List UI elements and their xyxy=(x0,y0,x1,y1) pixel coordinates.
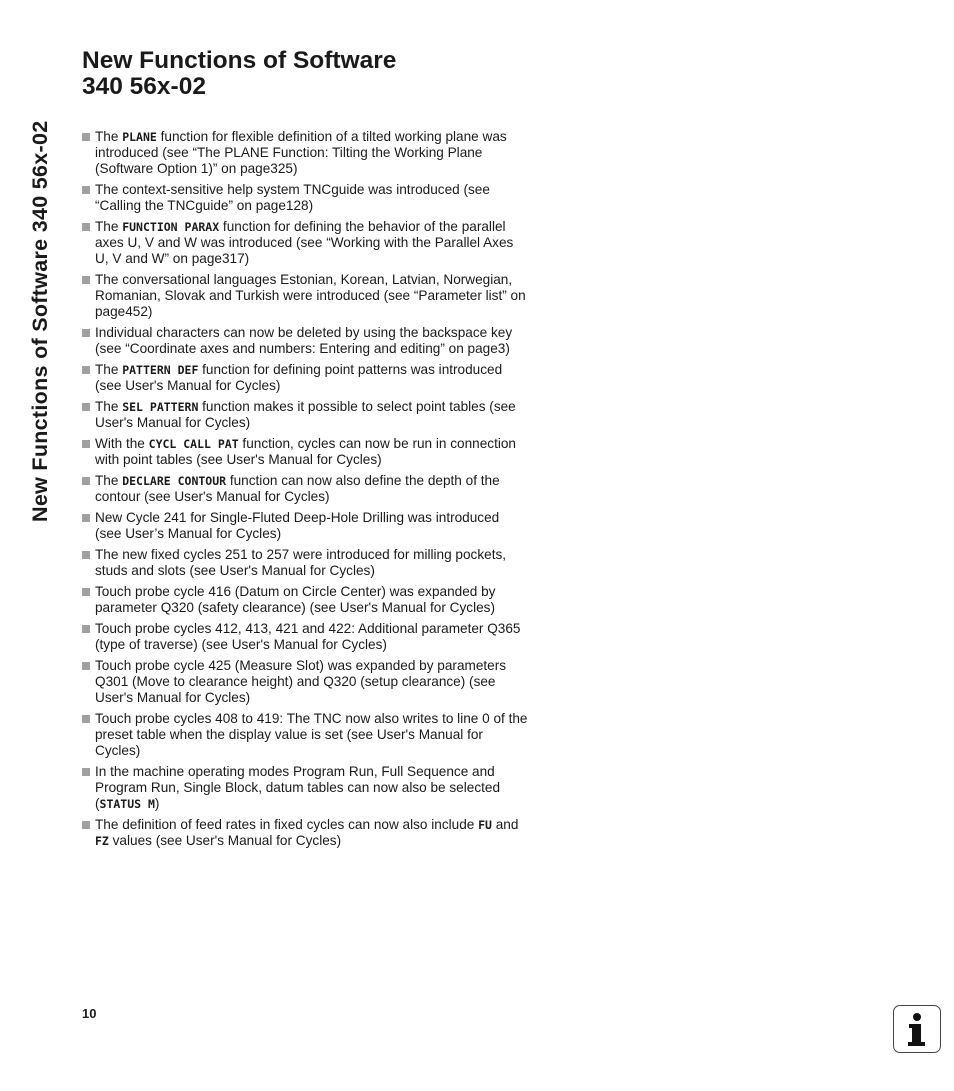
square-bullet-icon xyxy=(82,329,90,337)
item-text: function makes it possible to select point tables (see User's Manual for Cycles) xyxy=(95,399,516,430)
list-item xyxy=(82,658,528,706)
square-bullet-icon xyxy=(82,366,90,374)
square-bullet-icon xyxy=(82,223,90,231)
item-text: values (see User's Manual for Cycles) xyxy=(108,833,342,848)
item-text: The xyxy=(95,362,123,377)
item-text: With the xyxy=(95,436,149,451)
list-item xyxy=(82,362,528,394)
list-item xyxy=(82,817,528,849)
code-keyword: PLANE xyxy=(122,130,157,144)
square-bullet-icon xyxy=(82,403,90,411)
list-item xyxy=(82,547,528,579)
item-text: The definition of feed rates in fixed cycles can now also include xyxy=(95,817,479,832)
item-text: function, cycles can now be run in connection with point tables (see User's Manual for Cycles) xyxy=(95,436,516,467)
code-keyword: FU xyxy=(478,818,492,832)
square-bullet-icon xyxy=(82,821,90,829)
list-item xyxy=(82,129,528,177)
page-title-line1: New Functions of Software xyxy=(82,47,397,74)
page-title-line2: 340 56x-02 xyxy=(82,73,206,100)
new-functions-list xyxy=(82,129,528,854)
list-item xyxy=(82,711,528,759)
item-text: The xyxy=(95,473,123,488)
code-keyword: STATUS M xyxy=(99,797,155,811)
page-number: 10 xyxy=(82,1006,97,1021)
item-text: The conversational languages Estonian, Korean, Latvian, Norwegian, Romanian, Slovak and Turkish were introduced (see “Parameter list” on page452) xyxy=(95,272,526,319)
square-bullet-icon xyxy=(82,588,90,596)
list-item xyxy=(82,584,528,616)
list-item xyxy=(82,510,528,542)
item-text: ) xyxy=(154,796,160,811)
square-bullet-icon xyxy=(82,514,90,522)
page-title xyxy=(82,48,396,100)
code-keyword: DECLARE CONTOUR xyxy=(122,474,227,488)
item-text: Touch probe cycles 412, 413, 421 and 422: Additional parameter Q365 (type of traverse) (see User's Manual for Cycles) xyxy=(95,621,521,652)
item-text: The xyxy=(95,129,123,144)
code-keyword: CYCL CALL PAT xyxy=(148,437,239,451)
item-text: New Cycle 241 for Single-Fluted Deep-Hole Drilling was introduced (see User’s Manual for Cycles) xyxy=(95,510,500,541)
square-bullet-icon xyxy=(82,625,90,633)
code-keyword: SEL PATTERN xyxy=(122,400,199,414)
square-bullet-icon xyxy=(82,186,90,194)
item-text: Touch probe cycle 425 (Measure Slot) was expanded by parameters Q301 (Move to clearance height) and Q320 (setup clearance) (see User's Manual for Cycles) xyxy=(95,658,507,705)
item-text: The new fixed cycles 251 to 257 were introduced for milling pockets, studs and slots (see User's Manual for Cycles) xyxy=(95,547,507,578)
list-item xyxy=(82,436,528,468)
item-text: The xyxy=(95,399,123,414)
item-text: and xyxy=(491,817,519,832)
list-item xyxy=(82,473,528,505)
item-text: function for flexible definition of a tilted working plane was introduced (see “The PLANE Function: Tilting the Working Plane (Software Option 1)” on page325) xyxy=(95,129,507,176)
list-item xyxy=(82,621,528,653)
item-text: function for defining the behavior of the parallel axes U, V and W was introduced (see “Working with the Parallel Axes U, V and W” on page317) xyxy=(95,219,514,266)
list-item xyxy=(82,325,528,357)
square-bullet-icon xyxy=(82,133,90,141)
item-text: Touch probe cycles 408 to 419: The TNC now also writes to line 0 of the preset table when the display value is set (see User's Manual for Cycles) xyxy=(95,711,528,758)
square-bullet-icon xyxy=(82,662,90,670)
list-item xyxy=(82,219,528,267)
square-bullet-icon xyxy=(82,715,90,723)
item-text: The xyxy=(95,219,123,234)
list-item xyxy=(82,272,528,320)
square-bullet-icon xyxy=(82,440,90,448)
item-text: Individual characters can now be deleted by using the backspace key (see “Coordinate axes and numbers: Entering and editing” on page3) xyxy=(95,325,513,356)
item-text: function for defining point patterns was introduced (see User's Manual for Cycles) xyxy=(95,362,503,393)
code-keyword: FZ xyxy=(95,834,109,848)
list-item xyxy=(82,399,528,431)
square-bullet-icon xyxy=(82,768,90,776)
side-title: New Functions of Software 340 56x-02 xyxy=(28,120,52,522)
item-text: In the machine operating modes Program Run, Full Sequence and Program Run, Single Block, datum tables can now also be selected ( xyxy=(95,764,501,811)
item-text: function can now also define the depth of the contour (see User's Manual for Cycles) xyxy=(95,473,500,504)
info-icon xyxy=(893,1005,941,1053)
square-bullet-icon xyxy=(82,477,90,485)
item-text: The context-sensitive help system TNCguide was introduced (see “Calling the TNCguide” on page128) xyxy=(95,182,490,213)
list-item xyxy=(82,182,528,214)
item-text: Touch probe cycle 416 (Datum on Circle Center) was expanded by parameter Q320 (safety clearance) (see User's Manual for Cycles) xyxy=(95,584,496,615)
square-bullet-icon xyxy=(82,551,90,559)
list-item xyxy=(82,764,528,812)
square-bullet-icon xyxy=(82,276,90,284)
code-keyword: PATTERN DEF xyxy=(122,363,199,377)
code-keyword: FUNCTION PARAX xyxy=(122,220,220,234)
